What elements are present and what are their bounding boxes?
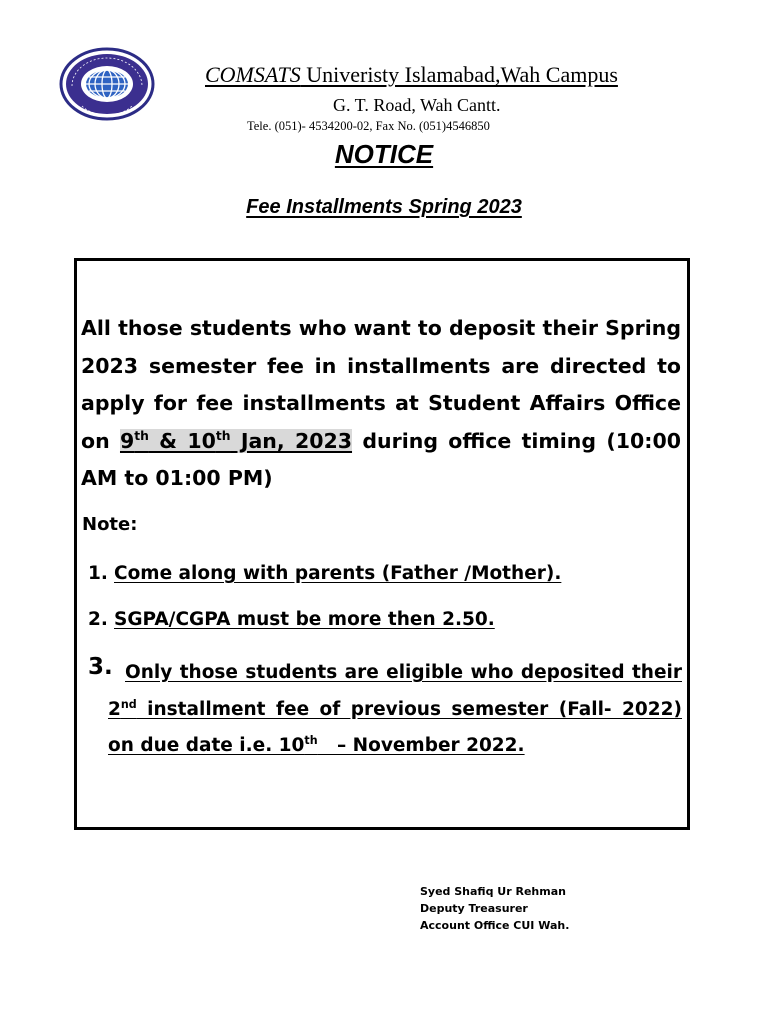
body-text-before: All those students who want to deposit their Spring 2023 semester fee in installments are directed to apply for fee installments at Student Affairs Office on — [81, 316, 681, 453]
note-item-2-number: 2. — [88, 609, 108, 630]
institution-contact: Tele. (051)- 4534200-02, Fax No. (051)4546850 — [247, 119, 490, 133]
notice-body — [81, 310, 681, 498]
institution-rest: Univeristy Islamabad,Wah Campus — [300, 62, 618, 87]
signatory-name: Syed Shafiq Ur Rehman — [420, 885, 566, 898]
note-item-2-text: SGPA/CGPA must be more then 2.50. — [114, 609, 495, 630]
university-logo — [58, 46, 156, 122]
date-b-suffix: th — [215, 428, 231, 443]
date-a-suffix: th — [134, 428, 149, 443]
note-item-3-number: 3. — [88, 654, 113, 680]
signature-block — [420, 883, 569, 934]
note-item-3-text — [108, 655, 682, 765]
item3-part2: installment fee of previous semester (Fall- 2022) on due date i.e. 10 — [108, 698, 682, 756]
institution-brand: COMSATS — [205, 62, 301, 87]
date-tail: Jan, 2023 — [230, 428, 353, 453]
note-item-1-number: 1. — [88, 563, 108, 584]
notice-title: NOTICE — [334, 139, 434, 169]
item3-suffix-1: nd — [120, 697, 137, 711]
signatory-designation: Deputy Treasurer — [420, 902, 528, 915]
date-mid: & 10 — [148, 428, 216, 453]
date-a: 9 — [119, 428, 135, 453]
note-item-1-text: Come along with parents (Father /Mother). — [114, 563, 562, 584]
notice-subject: Fee Installments Spring 2023 — [246, 196, 522, 218]
item3-suffix-2: th — [304, 733, 318, 747]
institution-name — [205, 62, 725, 88]
signatory-office: Account Office CUI Wah. — [420, 919, 570, 932]
note-label: Note: — [82, 514, 138, 535]
highlighted-dates — [120, 429, 352, 453]
institution-address: G. T. Road, Wah Cantt. — [333, 95, 501, 115]
body-text-after: during office timing (10:00 AM to 01:00 PM) — [81, 428, 681, 490]
item3-part1: Only those students are eligible who deposited their 2 — [108, 662, 682, 720]
item3-part3: – November 2022. — [317, 735, 525, 756]
